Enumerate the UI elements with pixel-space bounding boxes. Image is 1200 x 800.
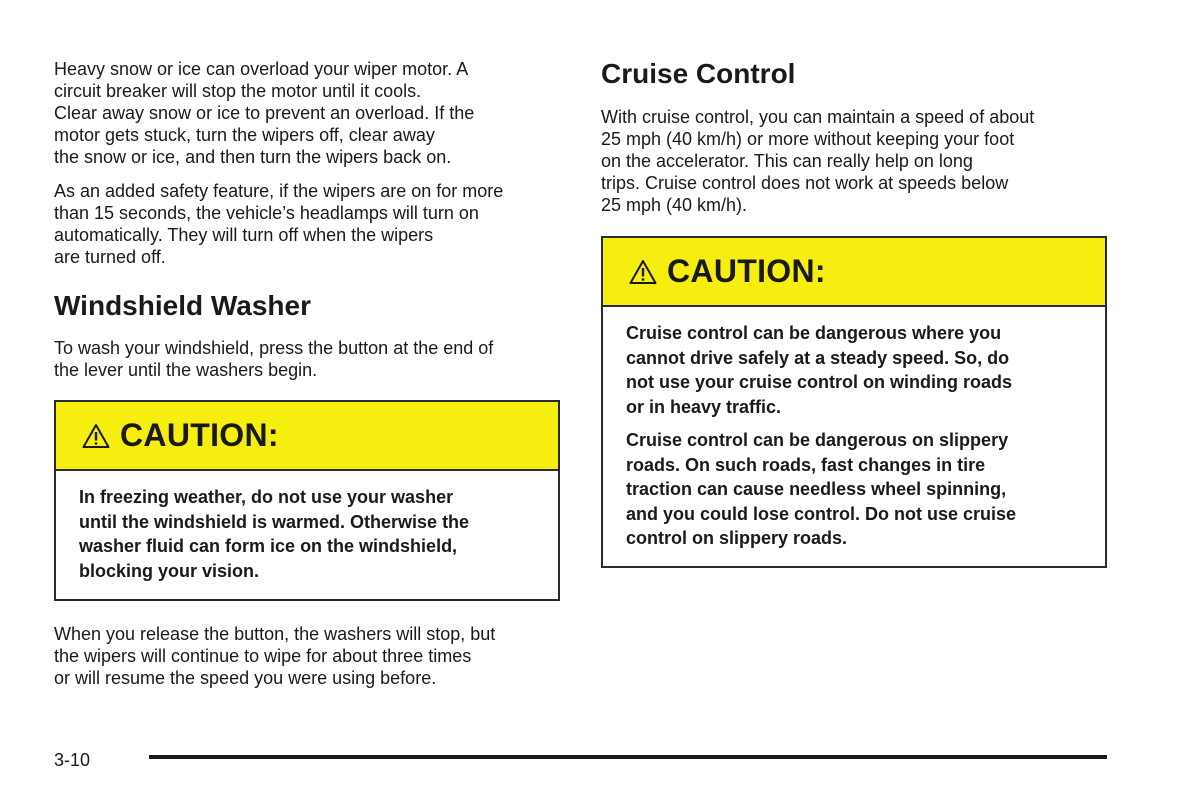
caution-body [603, 307, 1105, 570]
caution-body [56, 471, 558, 602]
cruise-intro-paragraph [601, 106, 1107, 216]
text-line: When you release the button, the washers will stop, but [54, 624, 496, 644]
text-line: As an added safety feature, if the wipers are on for more [54, 181, 504, 201]
text-line: the snow or ice, and then turn the wipers back on. [54, 147, 452, 167]
caution-title: CAUTION: [120, 417, 279, 453]
text-line: on the accelerator. This can really help on long [601, 151, 973, 171]
warning-triangle-icon [629, 259, 657, 285]
caution-header [56, 402, 558, 471]
text-line: the lever until the washers begin. [54, 360, 318, 380]
footer-divider [149, 755, 1107, 759]
text-line: In freezing weather, do not use your washer [79, 487, 454, 507]
left-column [54, 58, 560, 701]
text-line: Cruise control can be dangerous on slippery [626, 430, 1009, 450]
text-line: roads. On such roads, fast changes in tire [626, 454, 986, 475]
text-line: not use your cruise control on winding roads [626, 372, 1013, 392]
headlamp-safety-paragraph [54, 180, 560, 268]
text-line: or will resume the speed you were using before. [54, 668, 437, 688]
cruise-caution-box [601, 236, 1107, 568]
text-line: Cruise control can be dangerous where you [626, 323, 1002, 343]
right-column [601, 58, 1107, 568]
washer-instructions-paragraph [54, 337, 560, 381]
text-line: cannot drive safely at a steady speed. So, do [626, 347, 1010, 368]
text-line: To wash your windshield, press the button at the end of [54, 338, 494, 358]
text-line: traction can cause needless wheel spinning, [626, 479, 1007, 499]
text-line: 25 mph (40 km/h). [601, 195, 748, 215]
text-line: and you could lose control. Do not use cruise [626, 503, 1017, 524]
warning-triangle-icon [82, 423, 110, 449]
text-line: Heavy snow or ice can overload your wiper motor. A [54, 59, 469, 79]
washer-caution-box [54, 400, 560, 601]
page-number: 3-10 [54, 750, 91, 770]
text-line: automatically. They will turn off when the wipers [54, 225, 434, 245]
text-line: are turned off. [54, 247, 166, 267]
text-line: control on slippery roads. [626, 528, 848, 548]
text-line: trips. Cruise control does not work at speeds below [601, 173, 1009, 193]
text-line: motor gets stuck, turn the wipers off, clear away [54, 125, 435, 145]
caution-text [79, 485, 540, 583]
text-line: circuit breaker will stop the motor until it cools. [54, 81, 422, 101]
text-line: the wipers will continue to wipe for about three times [54, 646, 472, 666]
text-line: 25 mph (40 km/h) or more without keeping your foot [601, 129, 1015, 149]
wiper-overload-paragraph [54, 58, 560, 168]
caution-title: CAUTION: [667, 253, 826, 289]
caution-text [626, 428, 1087, 551]
windshield-washer-heading: Windshield Washer [54, 290, 311, 321]
text-line: than 15 seconds, the vehicle’s headlamps will turn on [54, 203, 479, 223]
text-line: or in heavy traffic. [626, 396, 782, 417]
text-line: washer fluid can form ice on the windshield, [79, 536, 458, 556]
text-line: With cruise control, you can maintain a speed of about [601, 107, 1035, 127]
caution-header [603, 238, 1105, 307]
text-line: blocking your vision. [79, 560, 260, 581]
cruise-control-heading: Cruise Control [601, 58, 796, 89]
caution-text [626, 321, 1087, 419]
text-line: Clear away snow or ice to prevent an overload. If the [54, 103, 475, 123]
text-line: until the windshield is warmed. Otherwise the [79, 511, 470, 532]
washer-release-paragraph [54, 623, 560, 689]
